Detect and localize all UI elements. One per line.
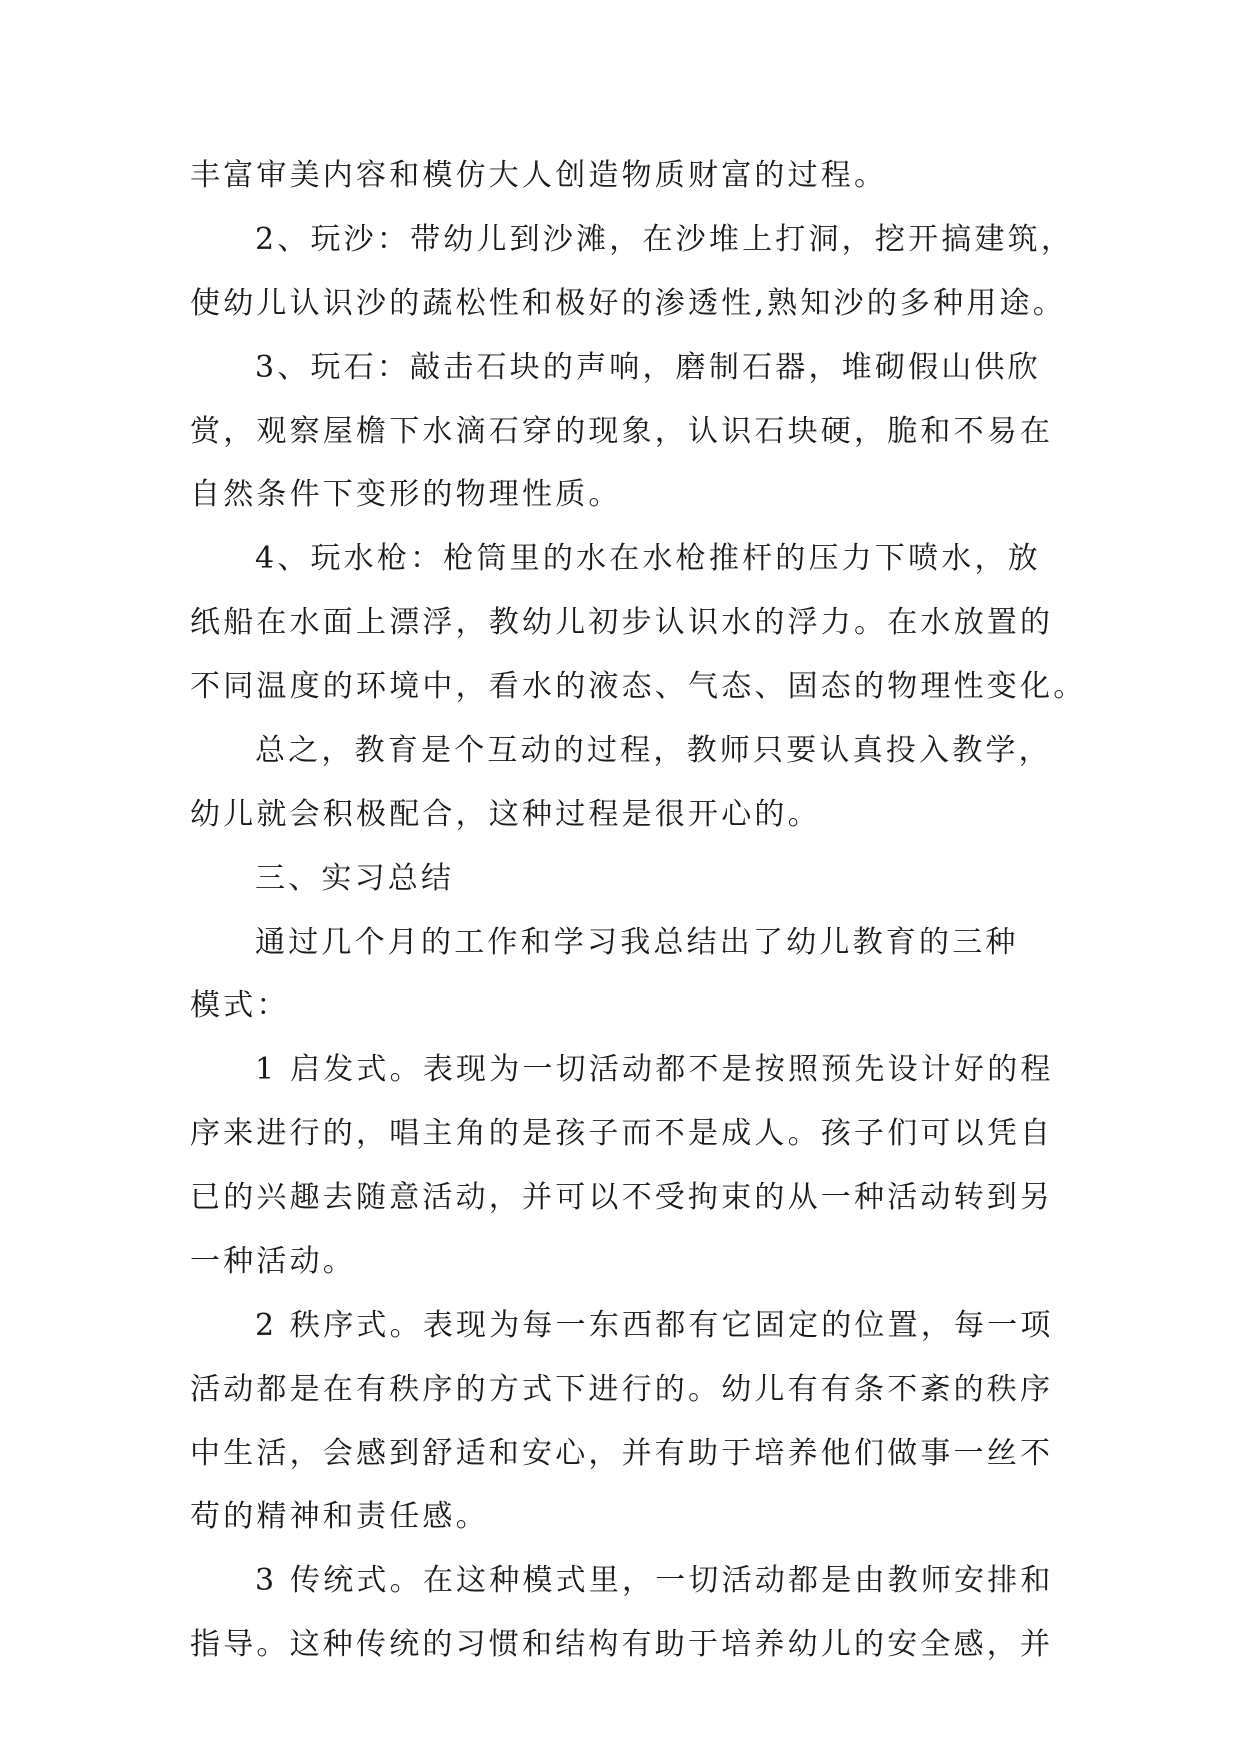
text-line: 2 秩序式。表现为每一东西都有它固定的位置，每一项	[255, 1308, 1054, 1343]
text-line: 模式：	[190, 988, 290, 1023]
text-line: 苟的精神和责任感。	[190, 1499, 489, 1534]
text-line: 已的兴趣去随意活动，并可以不受拘束的从一种活动转到另	[190, 1180, 1054, 1215]
text-line: 自然条件下变形的物理性质。	[190, 477, 622, 512]
text-line: 通过几个月的工作和学习我总结出了幼儿教育的三种	[255, 925, 1019, 960]
text-line: 纸船在水面上漂浮，教幼儿初步认识水的浮力。在水放置的	[190, 605, 1054, 640]
text-line: 指导。这种传统的习惯和结构有助于培养幼儿的安全感，并	[190, 1627, 1054, 1662]
text-line: 4、玩水枪：枪筒里的水在水枪推杆的压力下喷水，放	[255, 541, 1041, 576]
text-line: 幼儿就会积极配合，这种过程是很开心的。	[190, 797, 821, 832]
text-line: 总之，教育是个互动的过程，教师只要认真投入教学，	[255, 733, 1052, 768]
text-line: 丰富审美内容和模仿大人创造物质财富的过程。	[190, 158, 888, 193]
text-line: 序来进行的，唱主角的是孩子而不是成人。孩子们可以凭自	[190, 1116, 1054, 1151]
text-line: 活动都是在有秩序的方式下进行的。幼儿有有条不紊的秩序	[190, 1372, 1054, 1407]
section-heading: 三、实习总结	[255, 861, 455, 896]
text-line: 赏，观察屋檐下水滴石穿的现象，认识石块硬，脆和不易在	[190, 414, 1054, 449]
text-line: 一种活动。	[190, 1244, 356, 1279]
text-line: 3、玩石：敲击石块的声响，磨制石器，堆砌假山供欣	[255, 350, 1041, 385]
text-line: 2、玩沙：带幼儿到沙滩，在沙堆上打洞，挖开搞建筑，	[255, 222, 1075, 257]
text-line: 3 传统式。在这种模式里，一切活动都是由教师安排和	[255, 1563, 1054, 1598]
text-line: 使幼儿认识沙的蔬松性和极好的渗透性,熟知沙的多种用途。	[190, 286, 1066, 321]
text-line: 1 启发式。表现为一切活动都不是按照预先设计好的程	[255, 1052, 1054, 1087]
text-line: 不同温度的环境中，看水的液态、气态、固态的物理性变化。	[190, 669, 1087, 704]
text-line: 中生活，会感到舒适和安心，并有助于培养他们做事一丝不	[190, 1436, 1054, 1471]
